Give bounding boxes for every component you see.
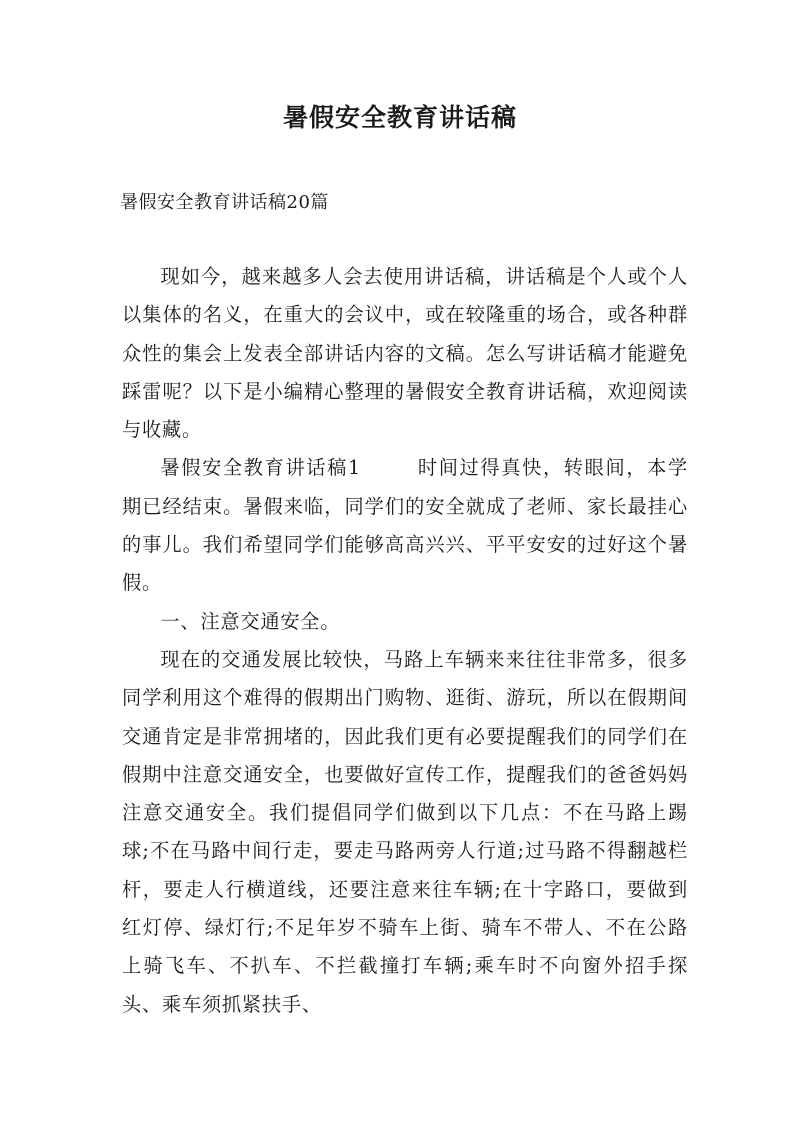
section-heading-traffic: 一、注意交通安全。: [160, 609, 341, 633]
traffic-paragraph: 现在的交通发展比较快，马路上车辆来来往往非常多，很多同学利用这个难得的假期出门购物、逛街、游玩，所以在假期间交通肯定是非常拥堵的，因此我们更有必要提醒我们的同学们在假期中注意交通安全，也要做好宣传工作，提醒我们的爸爸妈妈注意交通安全。我们提倡同学们做到以下几点：不在马路上踢球;不在马路中间行走，要走马路两旁人行道;过马路不得翻越栏杆，要走人行横道线，还要注意来往车辆;在十字路口，要做到红灯停、绿灯行;不足年岁不骑车上街、骑车不带人、不在公路上骑飞车、不扒车、不拦截撞打车辆;乘车时不向窗外招手探头、乘车须抓紧扶手、: [122, 647, 688, 1016]
document-subtitle: 暑假安全教育讲话稿20篇: [120, 192, 329, 213]
speech-1-heading: 暑假安全教育讲话稿1: [160, 456, 362, 480]
speech-1-paragraph: [122, 449, 688, 602]
intro-paragraph: 现如今，越来越多人会去使用讲话稿，讲话稿是个人或个人以集体的名义，在重大的会议中，或在较隆重的场合，或各种群众性的集会上发表全部讲话内容的文稿。怎么写讲话稿才能避免踩雷呢？以下是小编精心整理的暑假安全教育讲话稿，欢迎阅读与收藏。: [122, 265, 688, 442]
document-title: 暑假安全教育讲话稿: [282, 103, 517, 132]
speech-1-text: 时间过得真快，转眼间，本学期已经结束。暑假来临，同学们的安全就成了老师、家长最挂心的事儿。我们希望同学们能够高高兴兴、平平安安的过好这个暑假。: [122, 456, 688, 595]
document-body: [122, 258, 688, 1024]
